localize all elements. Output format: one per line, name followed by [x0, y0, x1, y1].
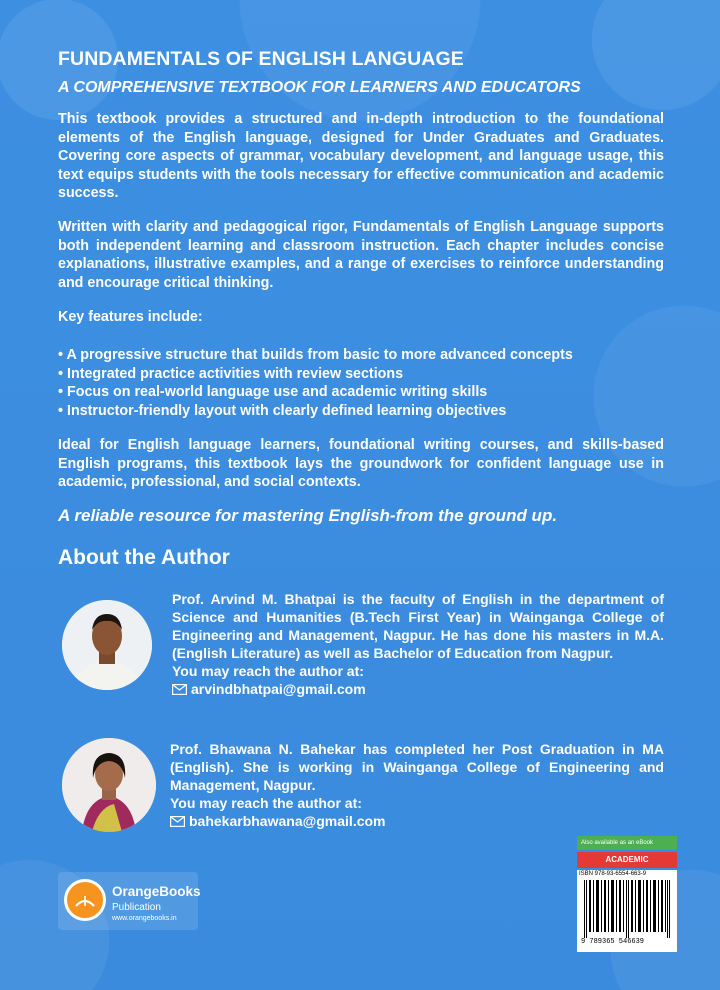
- category-label: ACADEMIC: [577, 852, 677, 868]
- publisher-name: OrangeBooks: [112, 884, 201, 899]
- features-heading: Key features include:: [58, 309, 203, 325]
- publisher-sub: Publication: [112, 902, 161, 913]
- book-subtitle: A COMPREHENSIVE TEXTBOOK FOR LEARNERS AND EDUCATORS: [58, 79, 581, 96]
- author-1-bio: Prof. Arvind M. Bhatpai is the faculty of English in the department of Science and Humanities (B.Tech First Year) in Wainganga College of Engineering and Management, Nagpur. He has done his masters in M.A.(English Literature) as well as Bachelor of Education from Nagpur.: [172, 591, 664, 661]
- ebook-badge: Also available as an eBook: [577, 836, 677, 850]
- author-2-email-row: [170, 812, 664, 830]
- tagline: A reliable resource for mastering English-from the ground up.: [58, 506, 558, 525]
- barcode-number: 9 789365 546639: [581, 938, 645, 946]
- feature-item: • Integrated practice activities with review sections: [58, 365, 573, 384]
- publisher-logo: [58, 872, 201, 930]
- author-1-block: [172, 590, 664, 698]
- author-2-bio: Prof. Bhawana N. Bahekar has completed her Post Graduation in MA (English). She is working in Wainganga College of Engineering and Management, Nagpur.: [170, 741, 664, 793]
- book-logo-icon: [64, 879, 106, 921]
- barcode-bars: [582, 880, 672, 938]
- author-1-email[interactable]: arvindbhatpai@gmail.com: [191, 681, 366, 697]
- description-paragraph-2: Written with clarity and pedagogical rigor, Fundamentals of English Language supports both independent learning and classroom instruction. Each chapter includes concise explanations, illustrative examples, and a range of exercises to reinforce understanding and encourage critical thinking.: [58, 219, 664, 291]
- barcode-block: [577, 836, 677, 952]
- author-2-block: [170, 740, 664, 830]
- description-paragraph-3: Ideal for English language learners, foundational writing courses, and skills-based English programs, this textbook lays the groundwork for confident language use in academic, professional, and social contexts.: [58, 437, 664, 490]
- isbn-text: ISBN 978-93-6554-663-9: [579, 871, 647, 877]
- description-paragraph-1: This textbook provides a structured and in-depth introduction to the foundational elements of the English language, designed for Under Graduates and Graduates. Covering core aspects of grammar, vocabulary development, and language usage, this text equips students with the tools necessary for effective communication and academic success.: [58, 111, 664, 201]
- author-1-reach-label: You may reach the author at:: [172, 663, 364, 679]
- feature-item: • Instructor-friendly layout with clearly defined learning objectives: [58, 402, 573, 421]
- author-photo-1: [62, 600, 152, 690]
- about-heading: About the Author: [58, 546, 230, 569]
- author-2-reach-label: You may reach the author at:: [170, 795, 362, 811]
- envelope-icon: [170, 816, 185, 827]
- author-1-email-row: [172, 680, 664, 698]
- publisher-url: www.orangebooks.in: [112, 915, 177, 922]
- book-title: FUNDAMENTALS OF ENGLISH LANGUAGE: [58, 48, 464, 70]
- author-2-email[interactable]: bahekarbhawana@gmail.com: [189, 813, 386, 829]
- feature-item: • A progressive structure that builds from basic to more advanced concepts: [58, 346, 573, 365]
- author-photo-2: [62, 738, 156, 832]
- envelope-icon: [172, 684, 187, 695]
- features-list: [58, 346, 573, 420]
- feature-item: • Focus on real-world language use and academic writing skills: [58, 383, 573, 402]
- barcode-panel: [577, 870, 677, 952]
